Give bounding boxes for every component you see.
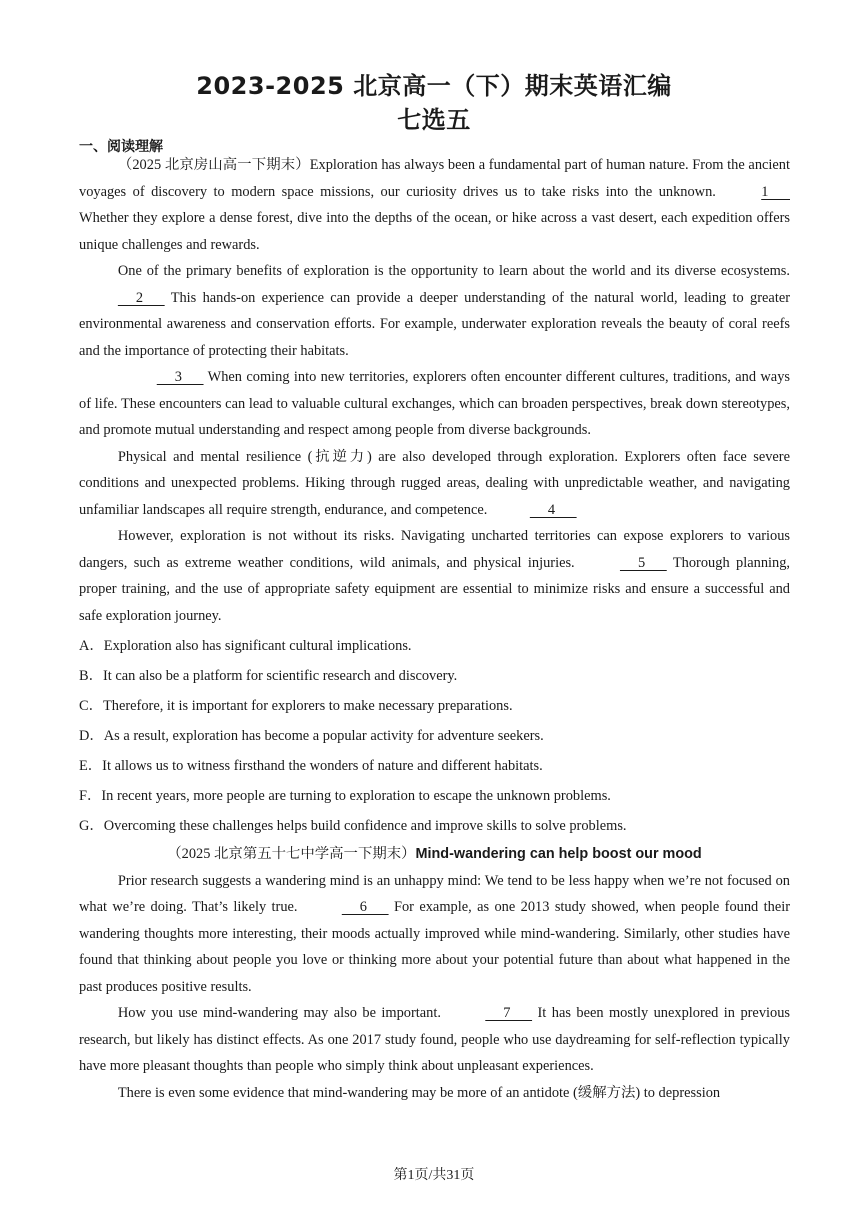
blank-1: 1	[761, 183, 790, 200]
option-d: D．As a result, exploration has become a popular activity for adventure seekers.	[79, 728, 544, 744]
document-body	[79, 152, 790, 1106]
option-e: E．It allows us to witness firsthand the wonders of nature and different habitats.	[79, 758, 543, 774]
page-footer: 第1页/共31页	[393, 1168, 475, 1183]
blank-3: 3	[156, 369, 204, 385]
paragraph-text: One of the primary benefits of exploration is the opportunity to learn about the world and its diverse ecosystems.	[117, 263, 790, 279]
blank-2: 2	[117, 289, 165, 306]
blank-6: 6	[341, 899, 389, 915]
passage2-title-line	[79, 841, 790, 868]
passage1-paragraph-1	[79, 152, 790, 258]
blank-5: 5	[619, 554, 667, 571]
paragraph-text: When coming into new territories, explorers often encounter different cultures, traditions, and ways of life. These encounters can lead to valuable cultural exchanges, which can broaden perspectives, break down stereotypes, and promote mutual understanding and respect among people from diverse backgrounds.	[79, 369, 790, 438]
passage2-paragraph-1	[79, 868, 790, 1001]
option-g: G．Overcoming these challenges helps build confidence and improve skills to solve problems.	[79, 818, 627, 834]
passage2-source: （2025 北京第五十七中学高一下期末）	[167, 846, 416, 862]
paragraph-text: Exploration has always been a fundamental part of human nature. From the ancient voyages of discovery to modern space missions, our curiosity drives us to take risks into the unknown.	[79, 157, 790, 200]
passage1-paragraph-5	[79, 523, 790, 629]
paragraph-text: This hands-on experience can provide a deeper understanding of the natural world, leading to greater environmental awareness and conservation efforts. For example, underwater exploration reveals the beauty of coral reefs and the importance of protecting their habitats.	[79, 289, 790, 359]
blank-7: 7	[485, 1005, 533, 1021]
paragraph-text: However, exploration is not without its risks. Navigating uncharted territories can expose explorers to various dangers, such as extreme weather conditions, wild animals, and physical injuries.	[79, 528, 790, 571]
document-subtitle: 七选五	[397, 106, 471, 134]
blank-4: 4	[529, 501, 577, 518]
passage1-source: （2025 北京房山高一下期末）	[117, 157, 310, 173]
paragraph-text: Prior research suggests a wandering mind is an unhappy mind: We tend to be less happy when we’re not focused on what we’re doing. That’s likely true.	[79, 872, 790, 915]
passage1-paragraph-2	[79, 258, 790, 364]
paragraph-text: There is even some evidence that mind-wandering may be more of an antidote (缓解方法) to depression	[117, 1084, 721, 1101]
paragraph-text: Physical and mental resilience (抗逆力) are also developed through exploration. Explorers often face severe conditions and unexpected problems. Hiking through rugged areas, dealing with unpredictable weather, and navigating unfamiliar landscapes all require strength, endurance, and competence.	[79, 448, 790, 518]
paragraph-text: It has been mostly unexplored in previous research, but likely has distinct effects. As one 2017 study found, people who use daydreaming for self-reflection typically have more pleasant thoughts than people who simply think about unpleasant experiences.	[79, 1005, 790, 1074]
passage2-paragraph-2	[79, 1000, 790, 1080]
passage2-heading: Mind-wandering can help boost our mood	[415, 846, 702, 862]
passage1-paragraph-4	[79, 444, 790, 524]
paragraph-text: Thorough planning, proper training, and the use of appropriate safety equipment are essential to minimize risks and ensure a successful and safe exploration journey.	[79, 554, 790, 624]
option-b: B．It can also be a platform for scientific research and discovery.	[79, 668, 458, 684]
paragraph-text: For example, as one 2013 study showed, when people found their wandering thoughts more interesting, their moods actually improved while mind-wandering. Similarly, other studies have found that thinking about people you love or thinking more about your potential future than about what happened in the past produces positive results.	[79, 899, 790, 995]
option-c: C．Therefore, it is important for explorers to make necessary preparations.	[79, 698, 513, 714]
paragraph-text: Whether they explore a dense forest, dive into the depths of the ocean, or hike across a vast desert, each expedition offers unique challenges and rewards.	[79, 210, 790, 253]
paragraph-text: How you use mind-wandering may also be important.	[117, 1005, 447, 1021]
option-f: F．In recent years, more people are turning to exploration to escape the unknown problems.	[79, 788, 611, 804]
section-heading: 一、阅读理解	[79, 139, 163, 155]
passage1-paragraph-3	[79, 364, 790, 444]
options-list	[79, 631, 790, 841]
document-title: 2023-2025 北京高一（下）期末英语汇编	[196, 72, 672, 100]
option-a: A．Exploration also has significant cultural implications.	[79, 638, 412, 654]
passage2-paragraph-3	[79, 1080, 790, 1107]
